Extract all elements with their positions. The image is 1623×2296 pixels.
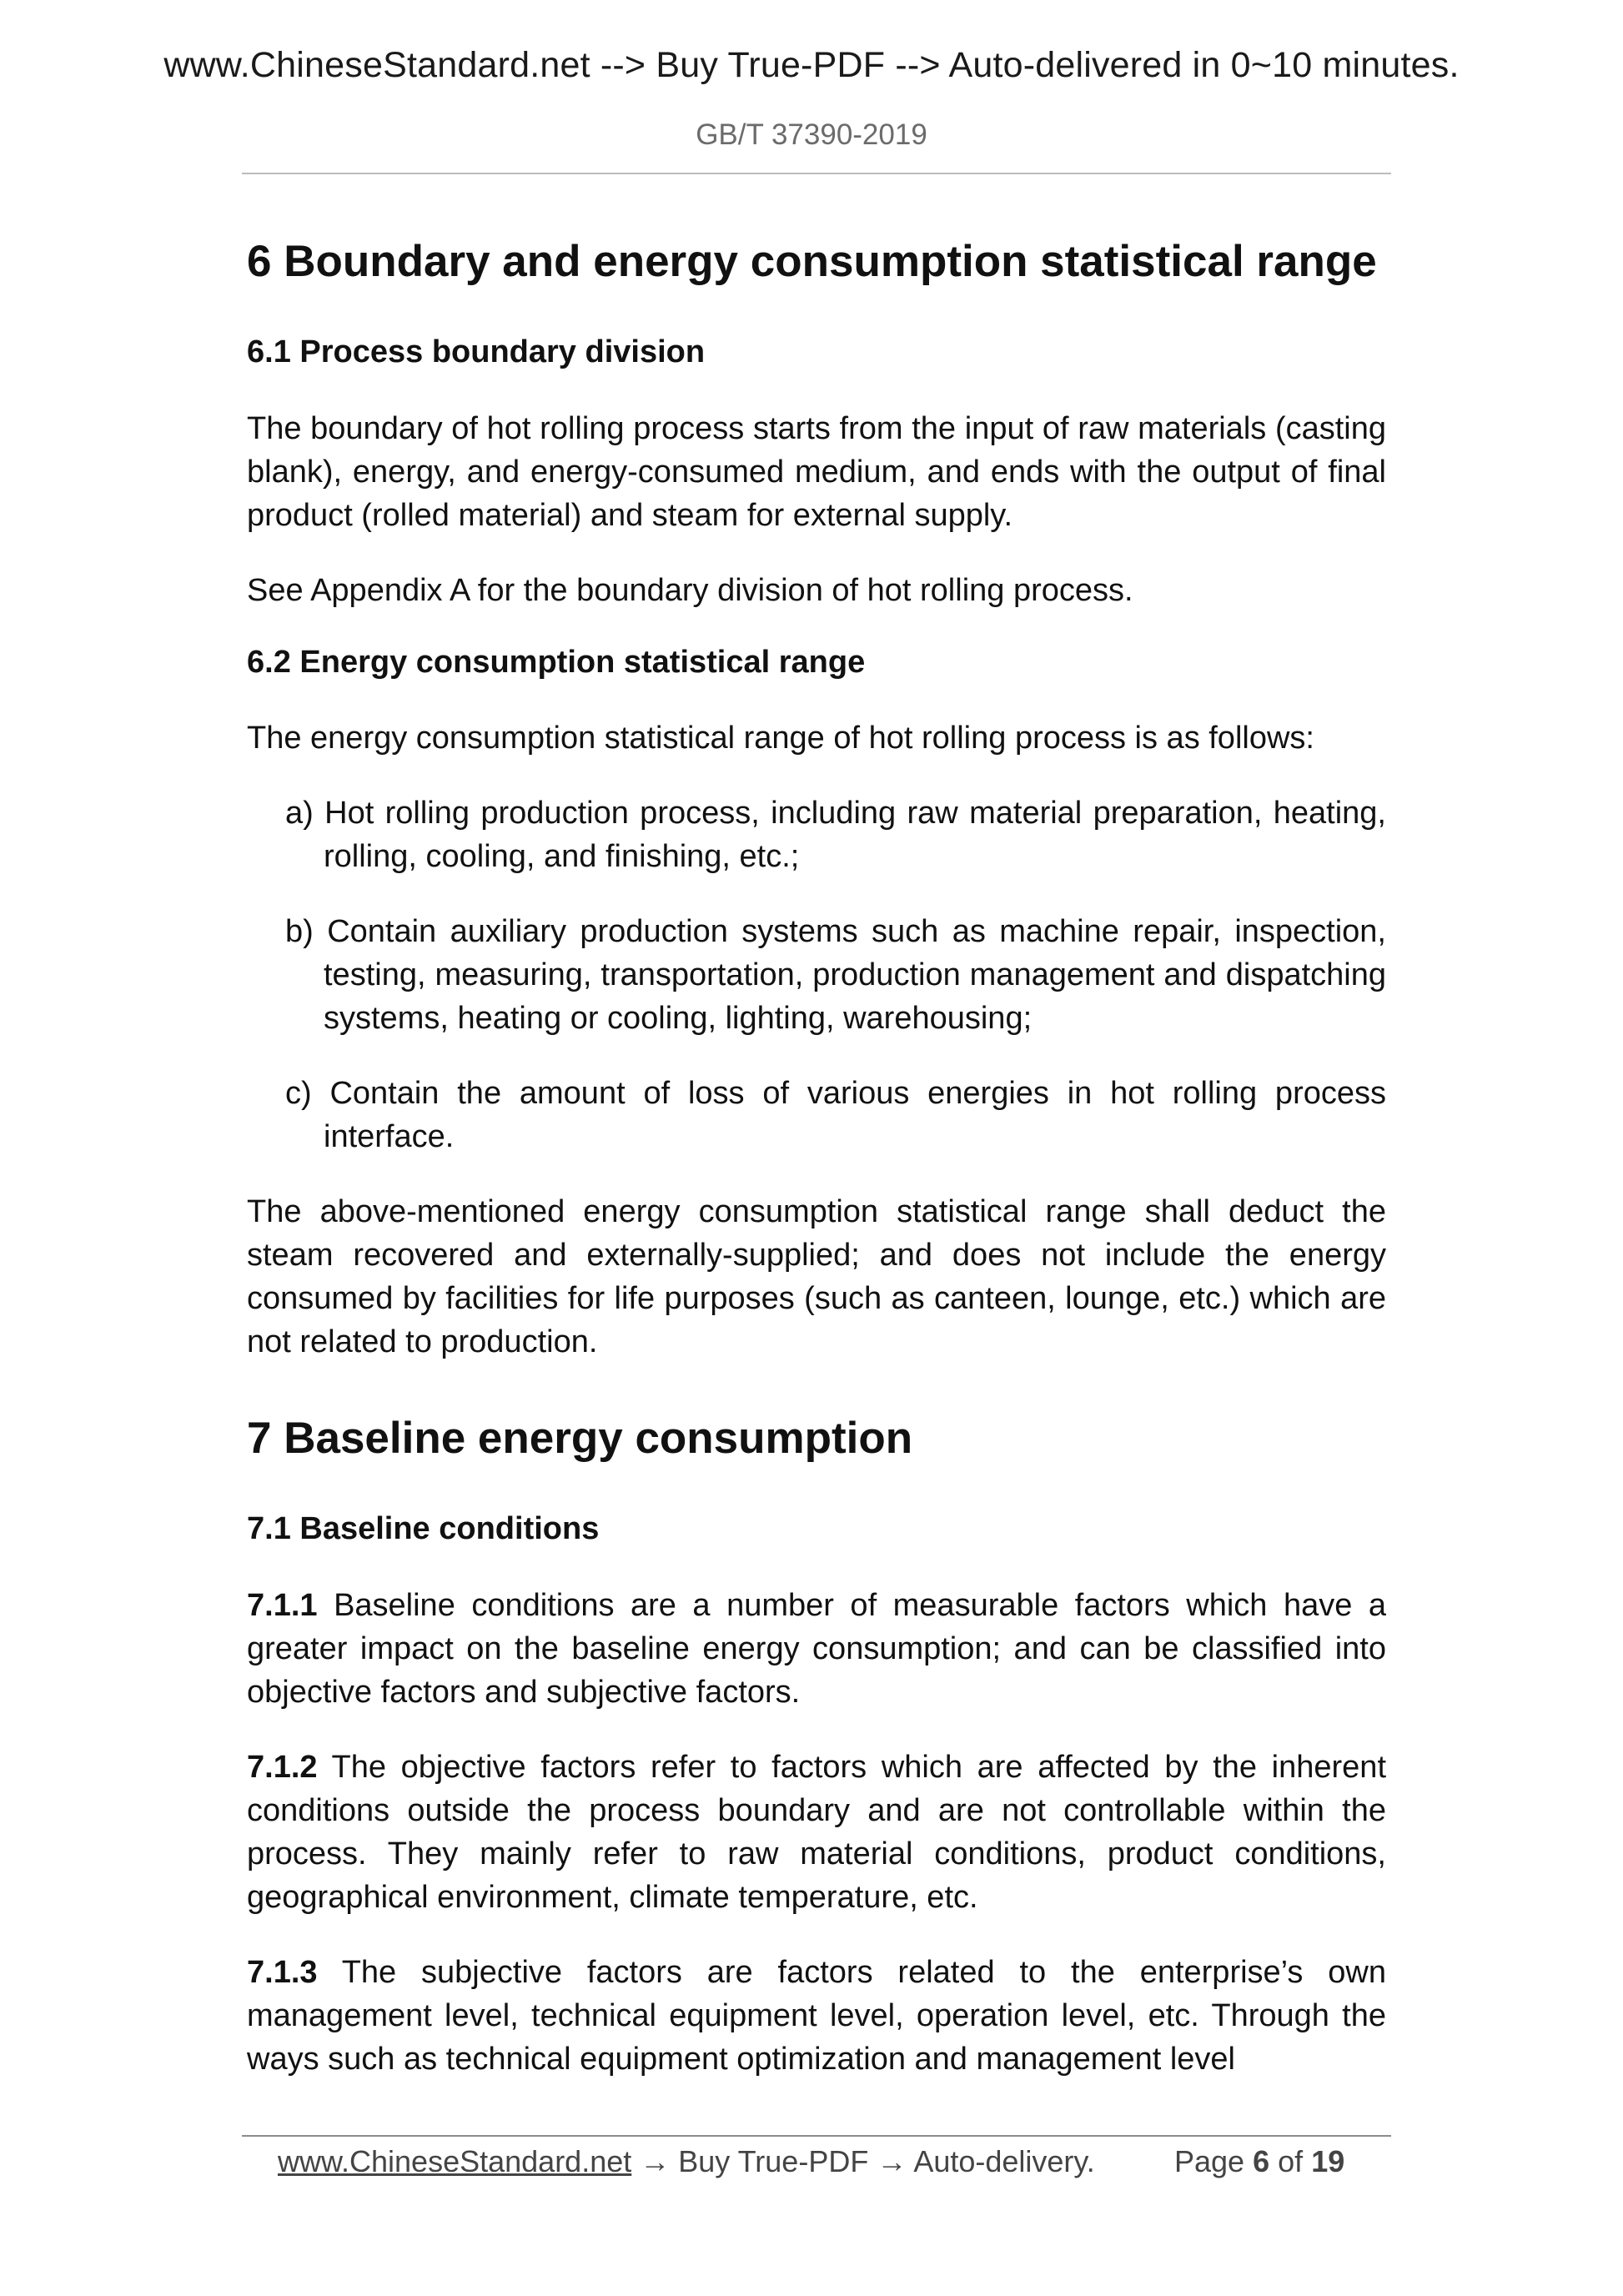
- clause-7-1-2-text: The objective factors refer to factors which are affected by the inherent conditions outside the process boundary and are not controllable within the process. They mainly refer to raw material conditions, product conditions, geographical environment, climate temperature, etc.: [247, 1750, 1387, 1916]
- clause-7-1-3-text: The subjective factors are factors related to the enterprise’s own management level, technical equipment level, operation level, etc. Through the ways such as technical equipment optimization and management level: [247, 1955, 1386, 2077]
- section-6-2-closing: The above-mentioned energy consumption statistical range shall deduct the steam recovered and externally-supplied; and does not include the energy consumed by facilities for life purposes (such as canteen, lounge, etc.) which are not related to production.: [247, 1194, 1386, 1360]
- clause-7-1-2-label: 7.1.2: [247, 1750, 318, 1786]
- clause-7-1-1-text: Baseline conditions are a number of measurable factors which have a greater impact on the baseline energy consumption; and can be classified into objective factors and subjective factors.: [247, 1588, 1387, 1711]
- clause-7-1-3: [247, 1951, 1386, 2081]
- clause-7-1-1-label: 7.1.1: [247, 1588, 318, 1624]
- clause-7-1-2: [247, 1746, 1386, 1919]
- section-6-2-intro: The energy consumption statistical range of hot rolling process is as follows:: [247, 721, 1314, 756]
- clause-7-1-3-label: 7.1.3: [247, 1955, 318, 1991]
- footer-site-link[interactable]: www.ChineseStandard.net: [278, 2144, 632, 2178]
- footer-tagline: → Buy True-PDF → Auto-delivery.: [631, 2144, 1095, 2178]
- site-banner: www.ChineseStandard.net --> Buy True-PDF --> Auto-delivered in 0~10 minutes.: [163, 45, 1460, 85]
- page-word: Page: [1174, 2144, 1245, 2178]
- section-6-1-paragraph-1: The boundary of hot rolling process starts from the input of raw materials (casting blank), energy, and energy-consumed medium, and ends with the output of final product (rolled material) and steam for external supply.: [247, 410, 1386, 533]
- footer-divider: [242, 2135, 1391, 2137]
- section-6-1-heading: 6.1 Process boundary division: [247, 334, 706, 369]
- footer-promo: [278, 2141, 1095, 2183]
- list-item-a: a) Hot rolling production process, including raw material preparation, heating, rolling, cooling, and finishing, etc.;: [285, 796, 1386, 875]
- list-item-b: b) Contain auxiliary production systems such as machine repair, inspection, testing, measuring, transportation, production management and dispatching systems, heating or cooling, lighting, warehousing;: [285, 914, 1386, 1037]
- clause-7-1-1: [247, 1584, 1386, 1714]
- header-divider: [242, 173, 1391, 174]
- document-number: GB/T 37390-2019: [696, 118, 927, 151]
- page-footer: [278, 2141, 1362, 2183]
- page-indicator: [1174, 2141, 1344, 2183]
- section-7-heading: 7 Baseline energy consumption: [247, 1414, 913, 1464]
- section-6-heading: 6 Boundary and energy consumption statistical range: [247, 237, 1377, 286]
- section-6-1-paragraph-2: See Appendix A for the boundary division of hot rolling process.: [247, 572, 1133, 608]
- page-current: 6: [1253, 2144, 1270, 2178]
- section-7-1-heading: 7.1 Baseline conditions: [247, 1510, 600, 1546]
- list-item-c: c) Contain the amount of loss of various energies in hot rolling process interface.: [285, 1076, 1386, 1155]
- page-total: 19: [1311, 2144, 1345, 2178]
- page-body: [247, 235, 1386, 2081]
- of-word: of: [1278, 2144, 1304, 2178]
- section-6-2-heading: 6.2 Energy consumption statistical range: [247, 644, 866, 680]
